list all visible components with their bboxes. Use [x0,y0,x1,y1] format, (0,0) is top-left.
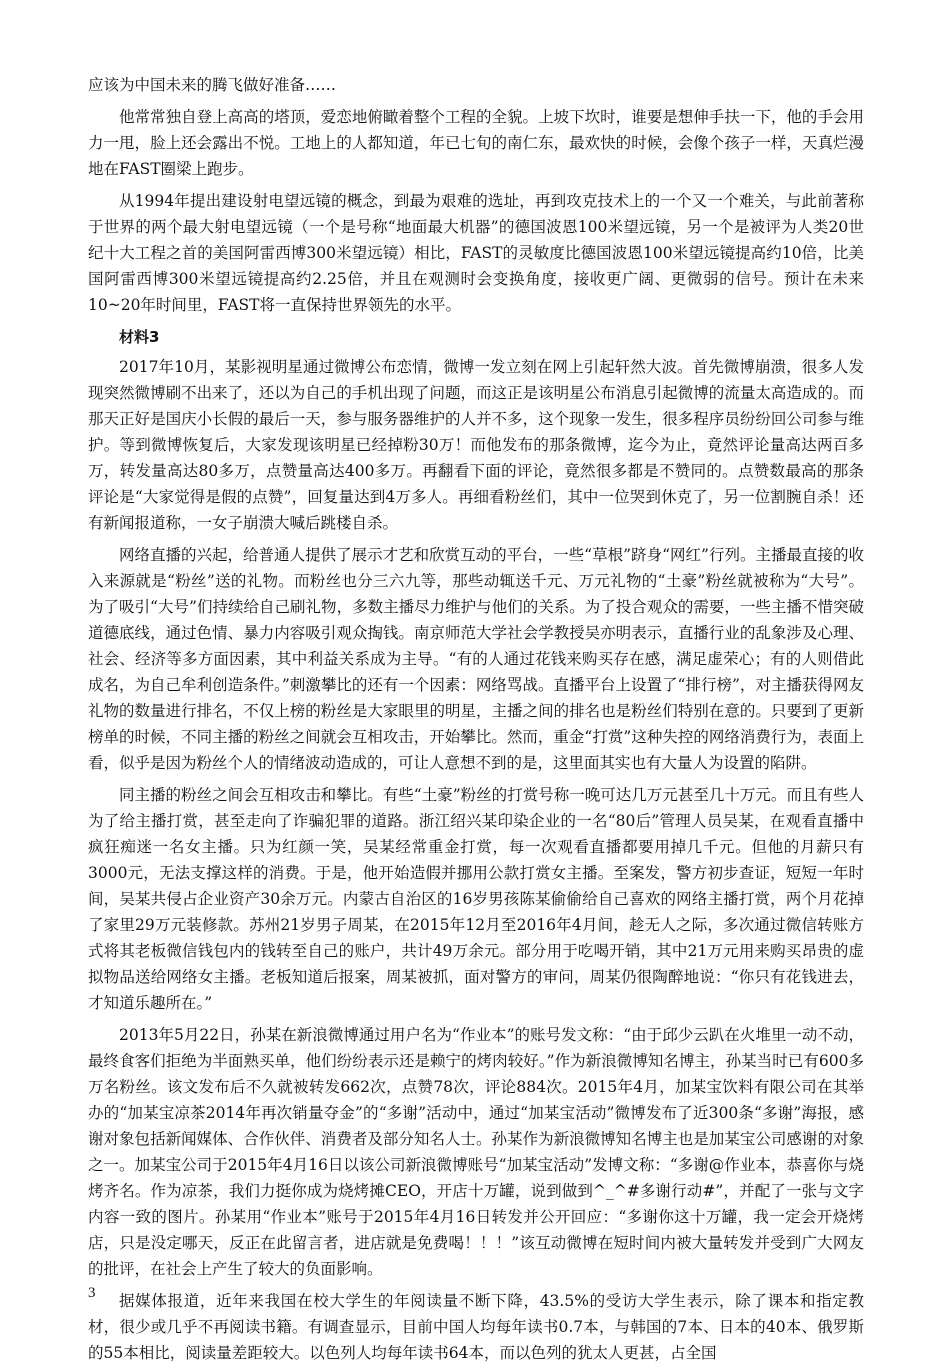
paragraph-continued: 应该为中国未来的腾飞做好准备…… [88,76,337,94]
page-number: 3 [88,1285,96,1301]
paragraph-weibo-case: 2013年5月22日，孙某在新浪微博通过用户名为“作业本”的账号发文称：“由于邱少云趴在火堆里一动不动，最终食客们拒绝为半面熟买单，他们纷纷表示还是赖宁的烤肉较好。”作为新浪微博知名博主，孙某当时已有600多万名粉丝。该文发布后不久就被转发662次，点赞78次，评论884次。2015年4月，加某宝饮料有限公司在其举办的“加某宝凉茶2014年再次销量夺金”的“多谢”活动中，通过“加某宝活动”微博发布了近300条“多谢”海报，感谢对象包括新闻媒体、合作伙伴、消费者及部分知名人士。孙某作为新浪微博知名博主也是加某宝公司感谢的对象之一。加某宝公司于2015年4月16日以该公司新浪微博账号“加某宝活动”发博文称：“多谢@作业本，恭喜你与烧烤齐名。作为凉茶，我们力挺你成为烧烤摊CEO，开店十万罐，说到做到^_^#多谢行动#”，并配了一张与文字内容一致的图片。孙某用“作业本”账号于2015年4月16日转发并公开回应：“多谢你这十万罐，我一定会开烧烤店，只是没定哪天，反正在此留言者，进店就是免费喝！！！”该互动微博在短时间内被大量转发并受到广大网友的批评，在社会上产生了较大的负面影响。 [88,1026,864,1278]
paragraph-fan-tipping: 同主播的粉丝之间会互相攻击和攀比。有些“土豪”粉丝的打赏号称一晚可达几万元甚至几十万元。而且有些人为了给主播打赏，甚至走向了诈骗犯罪的道路。浙江绍兴某印染企业的一名“80后”管理人员吴某，在观看直播中疯狂痴迷一名女主播。只为红颜一笑，吴某经常重金打赏，每一次观看直播都要用掉几千元。但他的月薪只有3000元，无法支撑这样的消费。于是，他开始造假并挪用公款打赏女主播。至案发，警方初步查证，短短一年时间，吴某共侵占企业资产30余万元。内蒙古自治区的16岁男孩陈某偷偷给自己喜欢的网络主播打赏，两个月花掉了家里29万元装修款。苏州21岁男子周某，在2015年12月至2016年4月间，趁无人之际，多次通过微信转账方式将其老板微信钱包内的钱转至自己的账户，共计49万余元。部分用于吃喝开销，其中21万元用来购买昂贵的虚拟物品送给网络女主播。老板知道后报案，周某被抓，面对警方的审问，周某仍很陶醉地说：“你只有花钱进去，才知道乐趣所在。” [88,786,864,1012]
paragraph-live-streaming: 网络直播的兴起，给普通人提供了展示才艺和欣赏互动的平台，一些“草根”跻身“网红”行列。主播最直接的收入来源就是“粉丝”送的礼物。而粉丝也分三六九等，那些动辄送千元、万元礼物的“土豪”粉丝就被称为“大号”。为了吸引“大号”们持续给自己刷礼物，多数主播尽力维护与他们的关系。为了投合观众的需要，一些主播不惜突破道德底线，通过色情、暴力内容吸引观众掏钱。南京师范大学社会学教授吴亦明表示，直播行业的乱象涉及心理、社会、经济等多方面因素，其中利益关系成为主导。“有的人通过花钱来购买存在感，满足虚荣心；有的人则借此成名，为自己牟利创造条件。”刺激攀比的还有一个因素：网络骂战。直播平台上设置了“排行榜”，对主播获得网友礼物的数量进行排名，不仅上榜的粉丝是大家眼里的明星，主播之间的排名也是粉丝们特别在意的。只要到了更新榜单的时候，不同主播的粉丝之间就会互相攻击，开始攀比。然而，重金“打赏”这种失控的网络消费行为，表面上看，似乎是因为粉丝个人的情绪波动造成的，可让人意想不到的是，这里面其实也有大量人为设置的陷阱。 [88,546,864,772]
paragraph-fast-telescope: 从1994年提出建设射电望远镜的概念，到最为艰难的选址，再到攻克技术上的一个又一个难关，与此前著称于世界的两个最大射电望远镜（一个是号称“地面最大机器”的德国波恩100米望远镜，另一个是被评为人类20世纪十大工程之首的美国阿雷西博300米望远镜）相比，FAST的灵敏度比德国波恩100米望远镜提高约10倍，比美国阿雷西博300米望远镜提高约2.25倍，并且在观测时会变换角度，接收更广阔、更微弱的信号。预计在未来10~20年时间里，FAST将一直保持世界领先的水平。 [88,192,864,314]
paragraph-reading-survey: 据媒体报道，近年来我国在校大学生的年阅读量不断下降，43.5%的受访大学生表示，除了课本和指定教材，很少或几乎不再阅读书籍。有调查显示，目前中国人均每年读书0.7本，与韩国的7本、日本的40本、俄罗斯的55本相比，阅读量差距较大。以色列人均每年读书64本，而以色列的犹太人更甚，占全国 [88,1292,864,1362]
paragraph-nan-rendong: 他常常独自登上高高的塔顶，爱恋地俯瞰着整个工程的全貌。上坡下坎时，谁要是想伸手扶一下，他的手会用力一甩，脸上还会露出不悦。工地上的人都知道，年已七旬的南仁东，最欢快的时候，会像个孩子一样，天真烂漫地在FAST圈梁上跑步。 [88,108,864,178]
paragraph-weibo-celebrity: 2017年10月，某影视明星通过微博公布恋情，微博一发立刻在网上引起轩然大波。首先微博崩溃，很多人发现突然微博刷不出来了，还以为自己的手机出现了问题，而这正是该明星公布消息引起微博的流量太高造成的。而那天正好是国庆小长假的最后一天，参与服务器维护的人并不多，这个现象一发生，很多程序员纷纷回公司参与维护。等到微博恢复后，大家发现该明星已经掉粉30万！而他发布的那条微博，迄今为止，竟然评论量高达两百多万，转发量高达80多万，点赞量高达400多万。再翻看下面的评论，竟然很多都是不赞同的。点赞数最高的那条评论是“大家觉得是假的点赞”，回复量达到4万多人。再细看粉丝们，其中一位哭到休克了，另一位割腕自杀！还有新闻报道称，一女子崩溃大喊后跳楼自杀。 [88,358,864,532]
document-page [88,72,864,1372]
section-title-material-3: 材料3 [119,328,160,346]
